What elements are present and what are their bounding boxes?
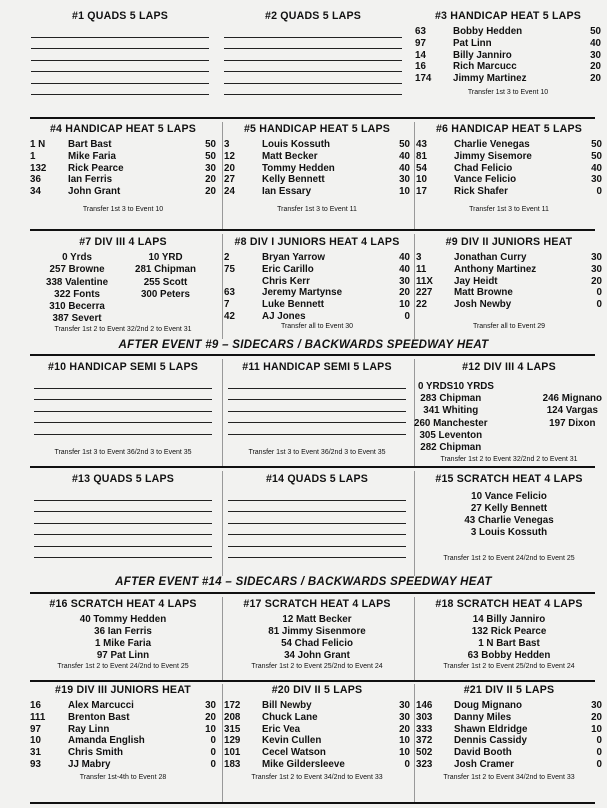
divider: [30, 117, 595, 119]
entry-row: 54 Chad Felicio 40: [416, 162, 602, 174]
entry-row: 132 Rick Pearce 30: [30, 162, 216, 174]
entry-row: 97 Ray Linn 10: [30, 723, 216, 735]
entry-row: 3 Jonathan Curry 30: [416, 252, 602, 263]
event-title: #20 DIV II 5 LAPS: [271, 684, 363, 696]
entry-row: 36 Ian Ferris 20: [30, 174, 216, 186]
event-13: [28, 473, 218, 558]
blank-line: [228, 412, 406, 424]
blank-line: [228, 501, 406, 513]
list-item: 1 Mike Faria: [94, 638, 152, 649]
ten-yard-list: 246 Mignano 124 Vargas 197 Dixon: [542, 393, 602, 429]
entry-row: 372 Dennis Cassidy 0: [416, 735, 602, 747]
event-12: [414, 361, 604, 463]
event-title: #19 DIV III JUNIORS HEAT: [55, 684, 191, 696]
event-title: #18 SCRATCH HEAT 4 LAPS: [435, 598, 583, 610]
event-4: [28, 123, 218, 213]
list-item: 27 Kelly Bennett: [470, 503, 548, 514]
divider: [30, 229, 595, 231]
entry-row: 93 JJ Mabry 0: [30, 758, 216, 770]
entry-table: [28, 700, 218, 771]
entry-row: 208 Chuck Lane 30: [224, 711, 410, 723]
entry-row: 502 David Booth 0: [416, 747, 602, 759]
divider: [30, 592, 595, 594]
blank-line: [34, 489, 212, 501]
blank-line: [34, 512, 212, 524]
list-item: 132 Rick Pearce: [471, 626, 547, 637]
list-item: 34 John Grant: [284, 650, 350, 661]
event-title: #3 HANDICAP HEAT 5 LAPS: [434, 10, 582, 22]
event-title: #21 DIV II 5 LAPS: [463, 684, 555, 696]
blank-line: [34, 377, 212, 389]
entry-row: 1 N Bart Bast 50: [30, 139, 216, 150]
list-item: 97 Pat Linn: [96, 650, 150, 661]
entry-row: 31 Chris Smith 0: [30, 747, 216, 759]
entry-row: 129 Kevin Cullen 10: [224, 735, 410, 747]
divider: [30, 354, 595, 356]
transfer-note: Transfer 1st 2 to Event 32/2nd 2 to Event 31: [440, 456, 578, 464]
entry-row: 42 AJ Jones 0: [224, 310, 410, 322]
entry-row: 22 Josh Newby 0: [416, 299, 602, 311]
event-title: #7 DIV III 4 LAPS: [79, 236, 167, 248]
divider: [30, 680, 595, 682]
yardage-columns: [28, 252, 218, 326]
list-item: 12 Matt Becker: [282, 614, 352, 625]
entry-row: 172 Bill Newby 30: [224, 700, 410, 711]
transfer-note: Transfer 1st 2 to Event 24/2nd to Event 25: [57, 663, 189, 670]
blank-line: [34, 535, 212, 547]
entry-row: 27 Kelly Bennett 30: [224, 174, 410, 186]
entry-row: 183 Mike Gildersleeve 0: [224, 758, 410, 770]
blank-line: [34, 400, 212, 412]
entry-table: [414, 139, 604, 198]
event-title: #13 QUADS 5 LAPS: [71, 473, 175, 485]
blank-line: [31, 84, 209, 96]
event-title: #16 SCRATCH HEAT 4 LAPS: [49, 598, 197, 610]
blank-line: [34, 547, 212, 559]
transfer-note: Transfer 1st 2 to Event 24/2nd to Event 25: [443, 555, 575, 562]
blank-line: [228, 400, 406, 412]
entry-row: 146 Doug Mignano 30: [416, 700, 602, 711]
entry-row: 14 Billy Janniro 30: [415, 49, 601, 61]
entry-row: 111 Brenton Bast 20: [30, 711, 216, 723]
blank-line: [34, 423, 212, 435]
blank-line: [228, 377, 406, 389]
entry-table: [28, 139, 218, 198]
entry-row: 10 Vance Felicio 30: [416, 174, 602, 186]
entry-row: 63 Bobby Hedden 50: [415, 26, 601, 37]
list-item: 40 Tommy Hedden: [79, 614, 167, 625]
event-2: [218, 10, 408, 95]
entry-table: [413, 26, 603, 85]
event-20: [222, 684, 412, 781]
transfer-note: Transfer 1st 3 to Event 36/2nd 3 to Event 35: [54, 448, 192, 456]
entry-row: 34 John Grant 20: [30, 186, 216, 198]
entry-row: 10 Amanda English 0: [30, 735, 216, 747]
list-item: 63 Bobby Hedden: [467, 650, 551, 661]
entry-row: 11X Jay Heidt 20: [416, 275, 602, 287]
entry-table: [222, 252, 412, 323]
entry-list: [414, 614, 604, 662]
event-17: [222, 598, 412, 670]
entry-row: 315 Eric Vea 20: [224, 723, 410, 735]
event-title: #9 DIV II JUNIORS HEAT: [445, 236, 573, 248]
entry-row: 16 Alex Marcucci 30: [30, 700, 216, 711]
event-5: [222, 123, 412, 213]
divider: [30, 802, 595, 804]
blank-line: [31, 61, 209, 73]
event-11: [222, 361, 412, 456]
event-title: #11 HANDICAP SEMI 5 LAPS: [242, 361, 392, 373]
transfer-note: Transfer 1st 3 to Event 11: [277, 205, 357, 213]
transfer-note: Transfer 1st 3 to Event 36/2nd 3 to Event 35: [248, 448, 386, 456]
blank-line: [31, 49, 209, 61]
blank-line: [224, 61, 402, 73]
entry-row: 227 Matt Browne 0: [416, 287, 602, 299]
event-title: #5 HANDICAP HEAT 5 LAPS: [243, 123, 391, 135]
zero-yard-list: 0 Yrds 257 Browne 338 Valentine 322 Fonts 310 Becerra 387 Severt: [46, 252, 109, 325]
transfer-note: Transfer 1st 2 to Event 25/2nd to Event 24: [251, 663, 383, 670]
transfer-note: Transfer all to Event 29: [472, 322, 546, 330]
transfer-note: Transfer 1st 2 to Event 32/2nd 2 to Event 31: [54, 325, 192, 333]
blank-line: [224, 49, 402, 61]
transfer-note: Transfer 1st 2 to Event 34/2nd to Event 33: [443, 773, 575, 781]
list-item: 36 Ian Ferris: [94, 626, 152, 637]
list-item: 1 N Bart Bast: [478, 638, 540, 649]
entry-row: 303 Danny Miles 20: [416, 711, 602, 723]
blank-line: [228, 512, 406, 524]
transfer-note: Transfer 1st 3 to Event 11: [469, 205, 549, 213]
blank-line: [31, 26, 209, 38]
intermission-banner: AFTER EVENT #9 – SIDECARS / BACKWARDS SPEEDWAY HEAT: [118, 339, 489, 351]
event-title: #10 HANDICAP SEMI 5 LAPS: [47, 361, 198, 373]
event-15: [414, 473, 604, 562]
event-19: [28, 684, 218, 781]
transfer-note: Transfer 1st 2 to Event 25/2nd to Event 24: [443, 663, 575, 670]
entry-row: 81 Jimmy Sisemore 50: [416, 150, 602, 162]
entry-row: 333 Shawn Eldridge 10: [416, 723, 602, 735]
blank-line: [34, 412, 212, 424]
event-21: [414, 684, 604, 781]
event-7: [28, 236, 218, 333]
event-title: #14 QUADS 5 LAPS: [265, 473, 369, 485]
entry-list: [28, 614, 218, 662]
entry-row: 75 Eric Carillo 40: [224, 263, 410, 275]
blank-line: [224, 84, 402, 96]
event-title: #4 HANDICAP HEAT 5 LAPS: [49, 123, 197, 135]
yardage-columns: [414, 393, 604, 454]
zero-yard-list: 283 Chipman 341 Whiting 260 Manchester 305 Leventon 282 Chipman: [414, 393, 488, 454]
yardage-header: 0 YRDS10 YRDS: [418, 381, 494, 392]
entry-row: 11 Anthony Martinez 30: [416, 263, 602, 275]
entry-row: 3 Louis Kossuth 50: [224, 139, 410, 150]
entry-table: [414, 252, 604, 311]
entry-row: 24 Ian Essary 10: [224, 186, 410, 198]
entry-row: 101 Cecel Watson 10: [224, 747, 410, 759]
list-item: 3 Louis Kossuth: [470, 527, 548, 538]
event-9: [414, 236, 604, 330]
entry-row: 1 Mike Faria 50: [30, 150, 216, 162]
entry-row: 17 Rick Shafer 0: [416, 186, 602, 198]
event-8: [222, 236, 412, 330]
intermission-banner: AFTER EVENT #14 – SIDECARS / BACKWARDS SPEEDWAY HEAT: [115, 576, 492, 588]
event-title: #17 SCRATCH HEAT 4 LAPS: [243, 598, 391, 610]
event-16: [28, 598, 218, 670]
list-item: 43 Charlie Venegas: [464, 515, 554, 526]
blank-line: [228, 535, 406, 547]
entry-row: 2 Bryan Yarrow 40: [224, 252, 410, 263]
transfer-note: Transfer 1st 2 to Event 34/2nd to Event 33: [251, 773, 383, 781]
event-1: [25, 10, 215, 95]
blank-line: [34, 389, 212, 401]
event-6: [414, 123, 604, 213]
blank-line: [228, 423, 406, 435]
event-title: #1 QUADS 5 LAPS: [71, 10, 169, 22]
entry-table: [414, 700, 604, 771]
entry-row: 174 Jimmy Martinez 20: [415, 73, 601, 85]
blank-line: [224, 26, 402, 38]
list-item: 54 Chad Felicio: [281, 638, 353, 649]
entry-table: [222, 700, 412, 771]
list-item: 14 Billy Janniro: [472, 614, 546, 625]
blank-line: [228, 489, 406, 501]
blank-line: [31, 72, 209, 84]
event-3: [413, 10, 603, 96]
entry-row: 12 Matt Becker 40: [224, 150, 410, 162]
divider: [30, 466, 595, 468]
entry-row: 43 Charlie Venegas 50: [416, 139, 602, 150]
blank-line: [228, 547, 406, 559]
event-14: [222, 473, 412, 558]
entry-row: 7 Luke Bennett 10: [224, 299, 410, 311]
entry-row: 20 Tommy Hedden 40: [224, 162, 410, 174]
entry-row: 16 Rich Marcucc 20: [415, 61, 601, 73]
blank-line: [31, 38, 209, 50]
transfer-note: Transfer all to Event 30: [280, 322, 354, 330]
event-10: [28, 361, 218, 456]
entry-row: Chris Kerr 30: [262, 275, 410, 287]
blank-line: [34, 501, 212, 513]
blank-line: [228, 389, 406, 401]
entry-list: [414, 491, 604, 539]
entry-list: [222, 614, 412, 662]
entry-row: 63 Jeremy Martynse 20: [224, 287, 410, 299]
blank-line: [224, 72, 402, 84]
blank-line: [228, 524, 406, 536]
transfer-note: Transfer 1st 3 to Event 10: [467, 88, 549, 96]
entry-row: 323 Josh Cramer 0: [416, 758, 602, 770]
transfer-note: Transfer 1st-4th to Event 28: [79, 773, 167, 781]
ten-yard-list: 10 YRD 281 Chipman 255 Scott 300 Peters: [135, 252, 196, 300]
entry-row: 97 Pat Linn 40: [415, 37, 601, 49]
list-item: 10 Vance Felicio: [471, 491, 547, 502]
event-18: [414, 598, 604, 670]
event-title: #2 QUADS 5 LAPS: [264, 10, 362, 22]
entry-table: [222, 139, 412, 198]
blank-line: [34, 524, 212, 536]
transfer-note: Transfer 1st 3 to Event 10: [82, 205, 164, 213]
event-title: #15 SCRATCH HEAT 4 LAPS: [435, 473, 583, 485]
list-item: 81 Jimmy Sisenmore: [268, 626, 366, 637]
event-title: #6 HANDICAP HEAT 5 LAPS: [435, 123, 583, 135]
event-title: #8 DIV I JUNIORS HEAT 4 LAPS: [234, 236, 400, 248]
event-title: #12 DIV III 4 LAPS: [462, 361, 556, 373]
blank-line: [224, 38, 402, 50]
